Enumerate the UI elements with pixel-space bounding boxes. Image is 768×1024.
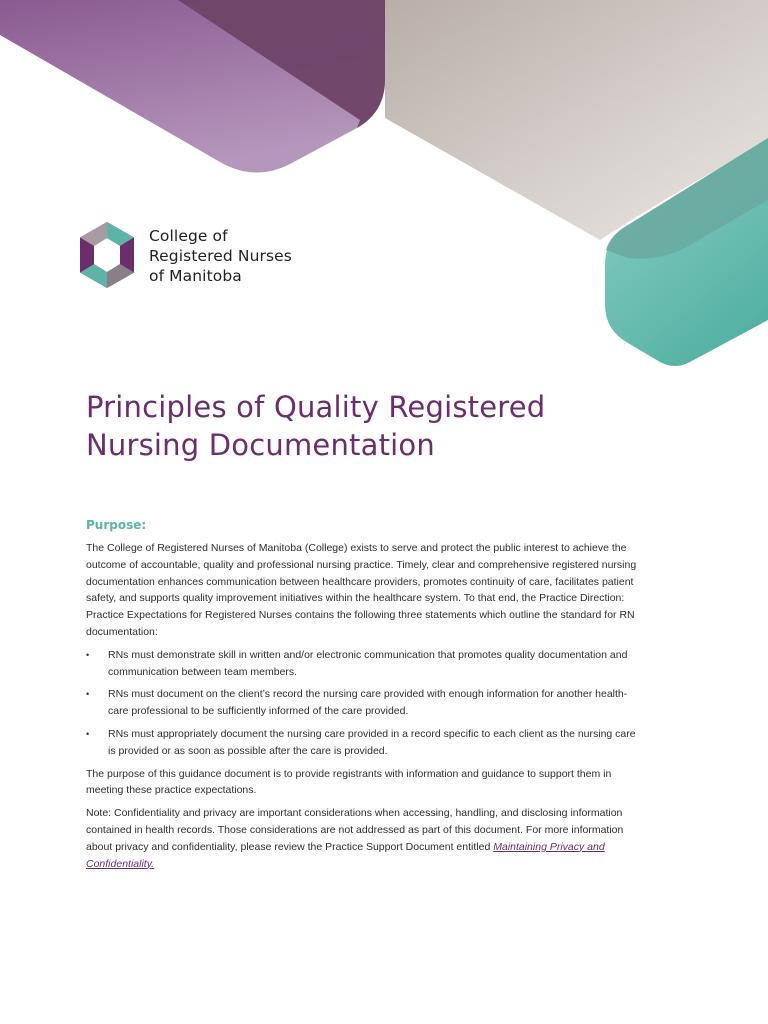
purpose-statement-paragraph: The purpose of this guidance document is to provide registrants with information and guidance to support them in meeting these practice expectations. <box>86 767 612 797</box>
bullet-icon: • <box>86 689 90 700</box>
title-line-2: Nursing Documentation <box>86 428 435 462</box>
list-item-text: RNs must appropriately document the nursing care provided in a record specific to each client as the nursing care is provided or as soon as possible after the care is provided. <box>108 727 636 757</box>
purpose-heading: Purpose: <box>86 518 147 532</box>
bullet-icon: • <box>86 728 90 739</box>
privacy-note-paragraph <box>86 805 642 872</box>
privacy-confidentiality-link[interactable]: Maintaining Privacy and Confidentiality. <box>86 840 605 870</box>
rn-documentation-standards-list <box>86 647 642 760</box>
list-item <box>86 647 642 681</box>
purpose-intro-paragraph: The College of Registered Nurses of Manitoba (College) exists to serve and protect the public interest to achieve the outcome of accountable, quality and professional nursing practice. Timely, clear and comprehensive registered nursing documentation enhances communication between healthcare providers, promotes continuity of care, facilitates patient safety, and supports quality improvement initiatives within the healthcare system. To that end, the Practice Direction: Practice Expectations for Registered Nurses contains the following three statements which outline the standard for RN documentation: <box>86 542 637 638</box>
crnm-hexagon-logo-icon <box>76 220 138 290</box>
list-item-text: RNs must demonstrate skill in written and/or electronic communication that promotes quality documentation and communication between team members. <box>108 648 628 678</box>
bullet-icon: • <box>86 649 90 660</box>
logo-wordmark <box>149 226 292 286</box>
logo-line-3: of Manitoba <box>149 267 242 285</box>
list-item <box>86 686 642 720</box>
logo-line-1: College of <box>149 227 228 245</box>
college-logo <box>76 220 306 292</box>
privacy-note-text: Note: Confidentiality and privacy are important considerations when accessing, handling, and disclosing information contained in health records. Those considerations are not addressed as part of this document. For more information about privacy and confidentiality, please review the Practice Support Document entitled <box>86 807 624 853</box>
purpose-section <box>86 516 642 878</box>
logo-line-2: Registered Nurses <box>149 247 292 265</box>
list-item <box>86 726 642 760</box>
document-title <box>86 388 706 464</box>
header-decoration <box>0 0 768 380</box>
title-line-1: Principles of Quality Registered <box>86 390 546 424</box>
list-item-text: RNs must document on the client’s record the nursing care provided with enough information for another health-care professional to be sufficiently informed of the care provided. <box>108 688 628 718</box>
